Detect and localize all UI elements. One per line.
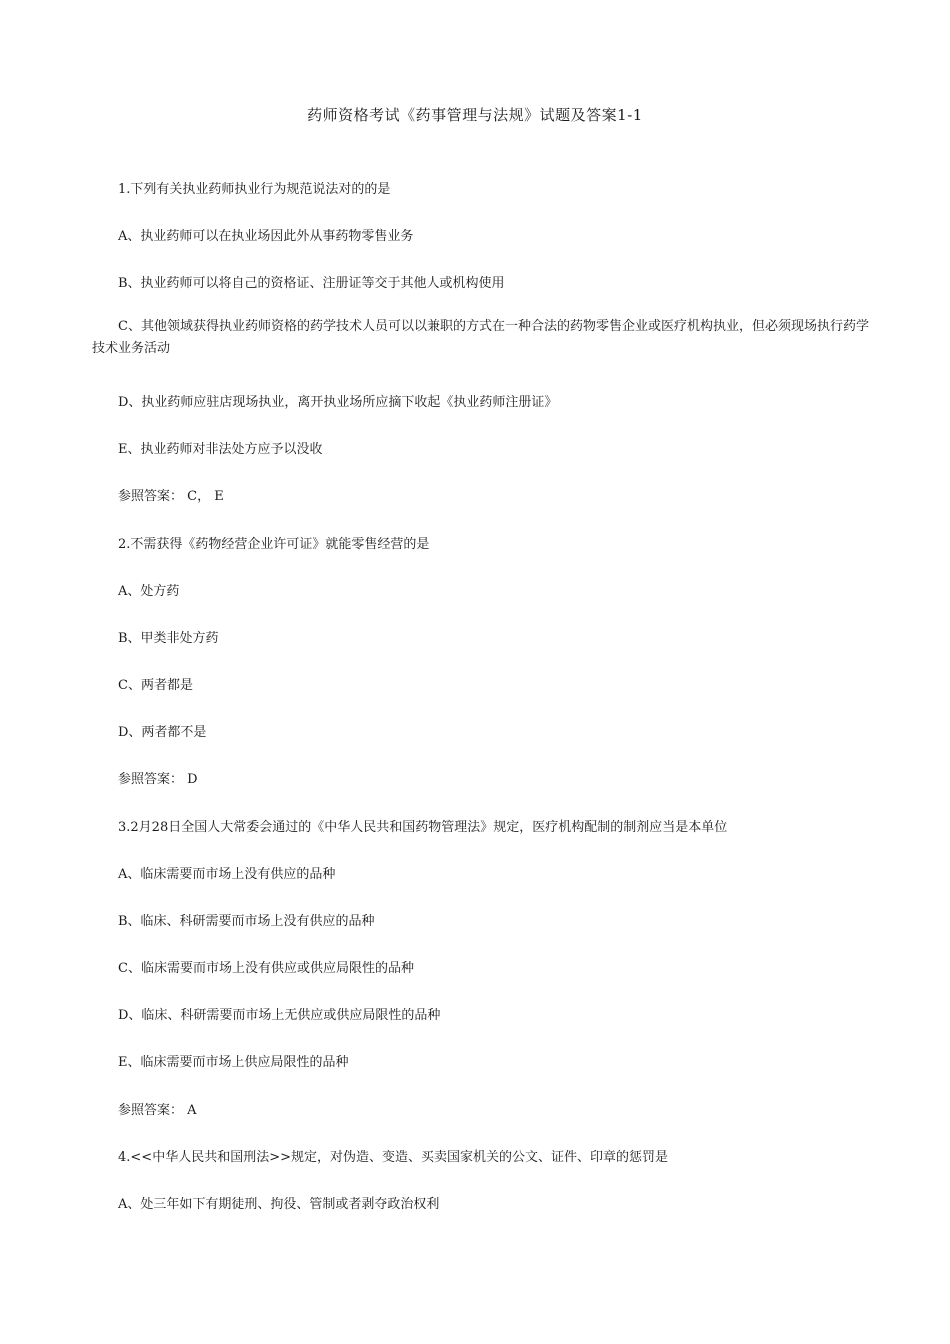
question-1-option-b: B、执业药师可以将自己的资格证、注册证等交于其他人或机构使用 (118, 276, 505, 291)
question-1-stem: 1.下列有关执业药师执业行为规范说法对的的是 (118, 182, 391, 197)
question-3-option-a: A、临床需要而市场上没有供应的品种 (118, 867, 336, 882)
question-3-option-d: D、临床、科研需要而市场上无供应或供应局限性的品种 (118, 1008, 441, 1023)
question-1-option-c: C、其他领域获得执业药师资格的药学技术人员可以以兼职的方式在一种合法的药物零售企业或医疗机构执业，但必须现场执行药学技术业务活动 (92, 319, 869, 356)
document-title: 药师资格考试《药事管理与法规》试题及答案1-1 (307, 106, 643, 124)
question-2-option-d: D、两者都不是 (118, 725, 207, 740)
question-3-option-e: E、临床需要而市场上供应局限性的品种 (118, 1055, 349, 1070)
question-2-option-c: C、两者都是 (118, 678, 193, 693)
question-2-answer: 参照答案： D (118, 772, 198, 787)
question-4-stem: 4.<<中华人民共和国刑法>>规定，对伪造、变造、买卖国家机关的公文、证件、印章的惩罚是 (118, 1150, 668, 1165)
question-3-answer: 参照答案： A (118, 1103, 197, 1118)
question-1-option-e: E、执业药师对非法处方应予以没收 (118, 442, 323, 457)
question-1-option-d: D、执业药师应驻店现场执业，离开执业场所应摘下收起《执业药师注册证》 (118, 395, 558, 410)
question-4-option-a: A、处三年如下有期徒刑、拘役、管制或者剥夺政治权利 (118, 1197, 440, 1212)
question-1-answer: 参照答案： C， E (118, 489, 224, 504)
question-3-option-b: B、临床、科研需要而市场上没有供应的品种 (118, 914, 375, 929)
question-2-option-a: A、处方药 (118, 584, 180, 599)
question-3-option-c: C、临床需要而市场上没有供应或供应局限性的品种 (118, 961, 414, 976)
question-1-option-a: A、执业药师可以在执业场因此外从事药物零售业务 (118, 229, 414, 244)
question-3-stem: 3.2月28日全国人大常委会通过的《中华人民共和国药物管理法》规定，医疗机构配制的制剂应当是本单位 (118, 820, 728, 835)
question-2-option-b: B、甲类非处方药 (118, 631, 219, 646)
question-2-stem: 2.不需获得《药物经营企业许可证》就能零售经营的是 (118, 537, 430, 552)
